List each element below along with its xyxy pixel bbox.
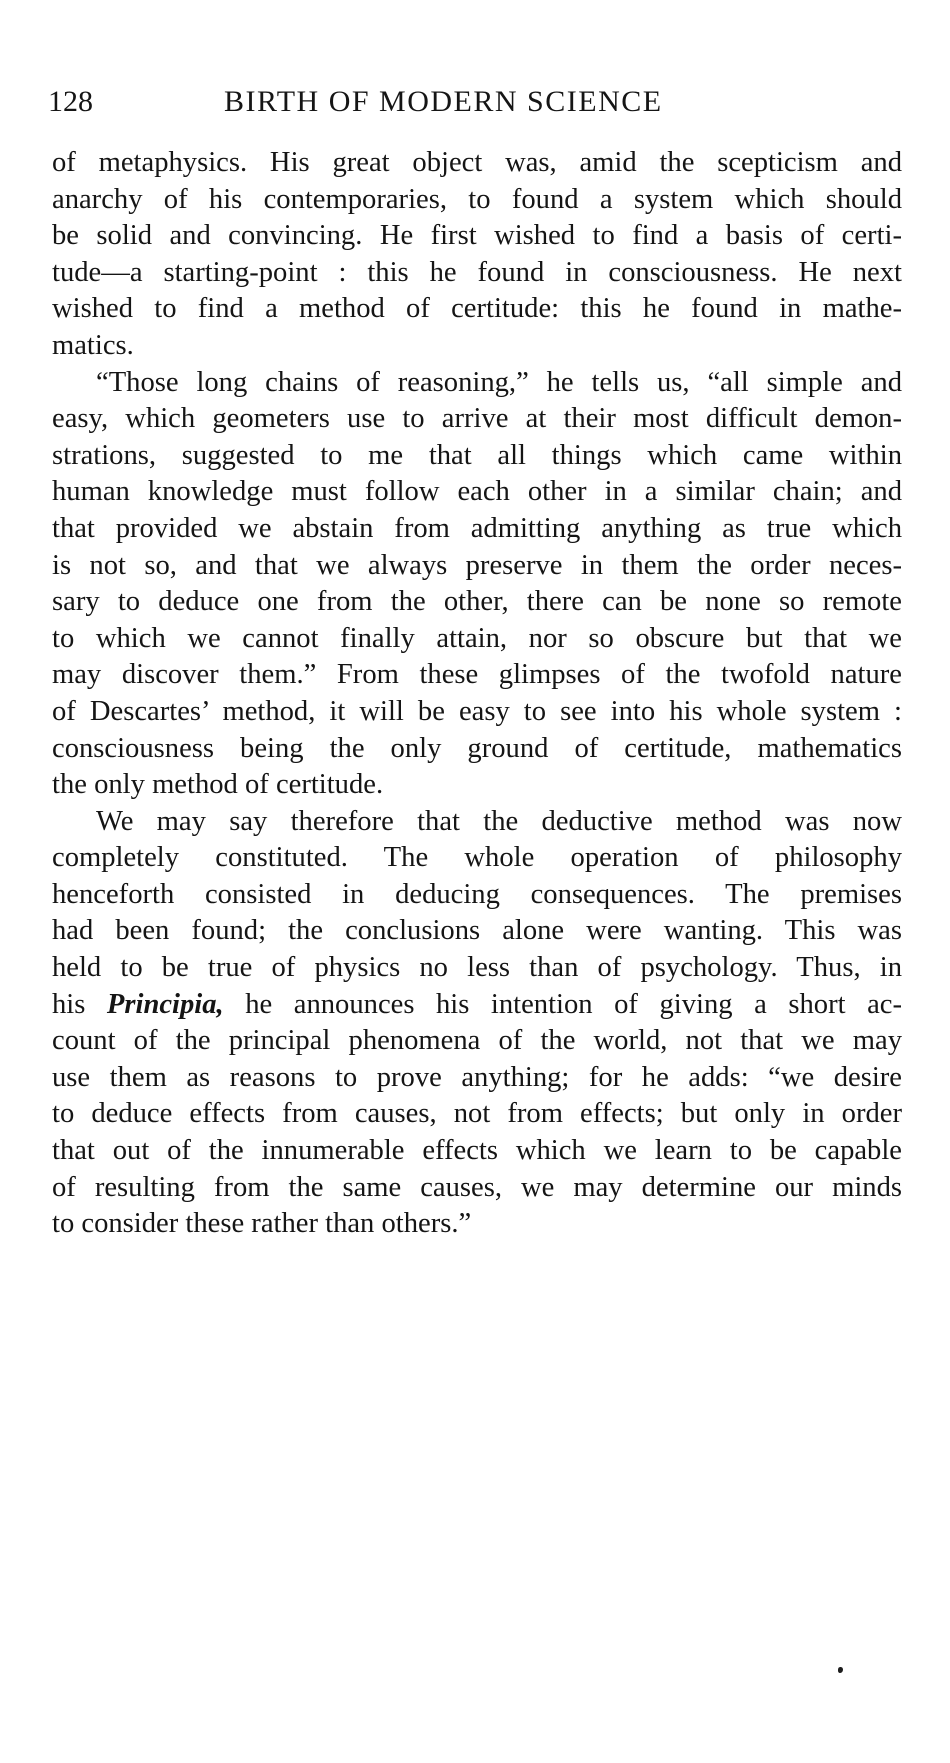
text-line: to consider these rather than others.”	[52, 1208, 472, 1240]
text-segment: his	[52, 988, 107, 1020]
text-line: completely constituted. The whole operation of philosophy	[52, 842, 902, 874]
text-line: that out of the innumerable effects which we learn to be capable	[52, 1135, 902, 1167]
text-line: easy, which geometers use to arrive at their most difficult demon-	[52, 403, 902, 435]
text-line: anarchy of his contemporaries, to found a system which should	[52, 183, 902, 215]
text-line: human knowledge must follow each other in a similar chain; and	[52, 476, 902, 508]
italic-work-title: Principia,	[106, 988, 224, 1020]
text-line: held to be true of physics no less than of psychology. Thus, in	[52, 952, 902, 984]
text-line: had been found; the conclusions alone were wanting. This was	[52, 915, 902, 947]
text-line: tude—a starting-point : this he found in consciousness. He next	[52, 256, 902, 288]
text-line: of resulting from the same causes, we may determine our minds	[52, 1171, 902, 1203]
text-line: count of the principal phenomena of the world, not that we may	[52, 1025, 902, 1057]
text-line: be solid and convincing. He first wished to find a basis of certi-	[52, 220, 902, 252]
text-line: to deduce effects from causes, not from effects; but only in order	[52, 1098, 902, 1130]
text-line: “Those long chains of reasoning,” he tells us, “all simple and	[96, 366, 902, 398]
text-segment: he announces his intention of giving a short ac-	[223, 988, 902, 1020]
text-line: consciousness being the only ground of certitude, mathematics	[52, 732, 902, 764]
text-line: is not so, and that we always preserve in them the order neces-	[52, 549, 902, 581]
text-line: to which we cannot finally attain, nor so obscure but that we	[52, 622, 902, 654]
text-line: use them as reasons to prove anything; for he adds: “we desire	[52, 1061, 902, 1093]
text-line-principia	[52, 987, 902, 1024]
text-line: sary to deduce one from the other, there can be none so remote	[52, 586, 902, 618]
page-number: 128	[48, 85, 93, 118]
text-line: that provided we abstain from admitting anything as true which	[52, 512, 902, 544]
running-head: BIRTH OF MODERN SCIENCE	[224, 85, 663, 118]
text-line: of Descartes’ method, it will be easy to see into his whole system :	[52, 695, 902, 727]
text-line: henceforth consisted in deducing consequences. The premises	[52, 878, 902, 910]
text-line: wished to find a method of certitude: this he found in mathe-	[52, 293, 902, 325]
text-line: strations, suggested to me that all things which came within	[52, 439, 902, 471]
body-text	[52, 145, 902, 1243]
ink-speck	[838, 1667, 843, 1673]
text-line: may discover them.” From these glimpses of the twofold nature	[52, 659, 902, 691]
text-line: the only method of certitude.	[52, 769, 384, 801]
text-line: matics.	[52, 329, 134, 361]
text-line: of metaphysics. His great object was, amid the scepticism and	[52, 147, 902, 178]
text-line: We may say therefore that the deductive method was now	[96, 805, 902, 837]
page-header	[48, 82, 902, 122]
